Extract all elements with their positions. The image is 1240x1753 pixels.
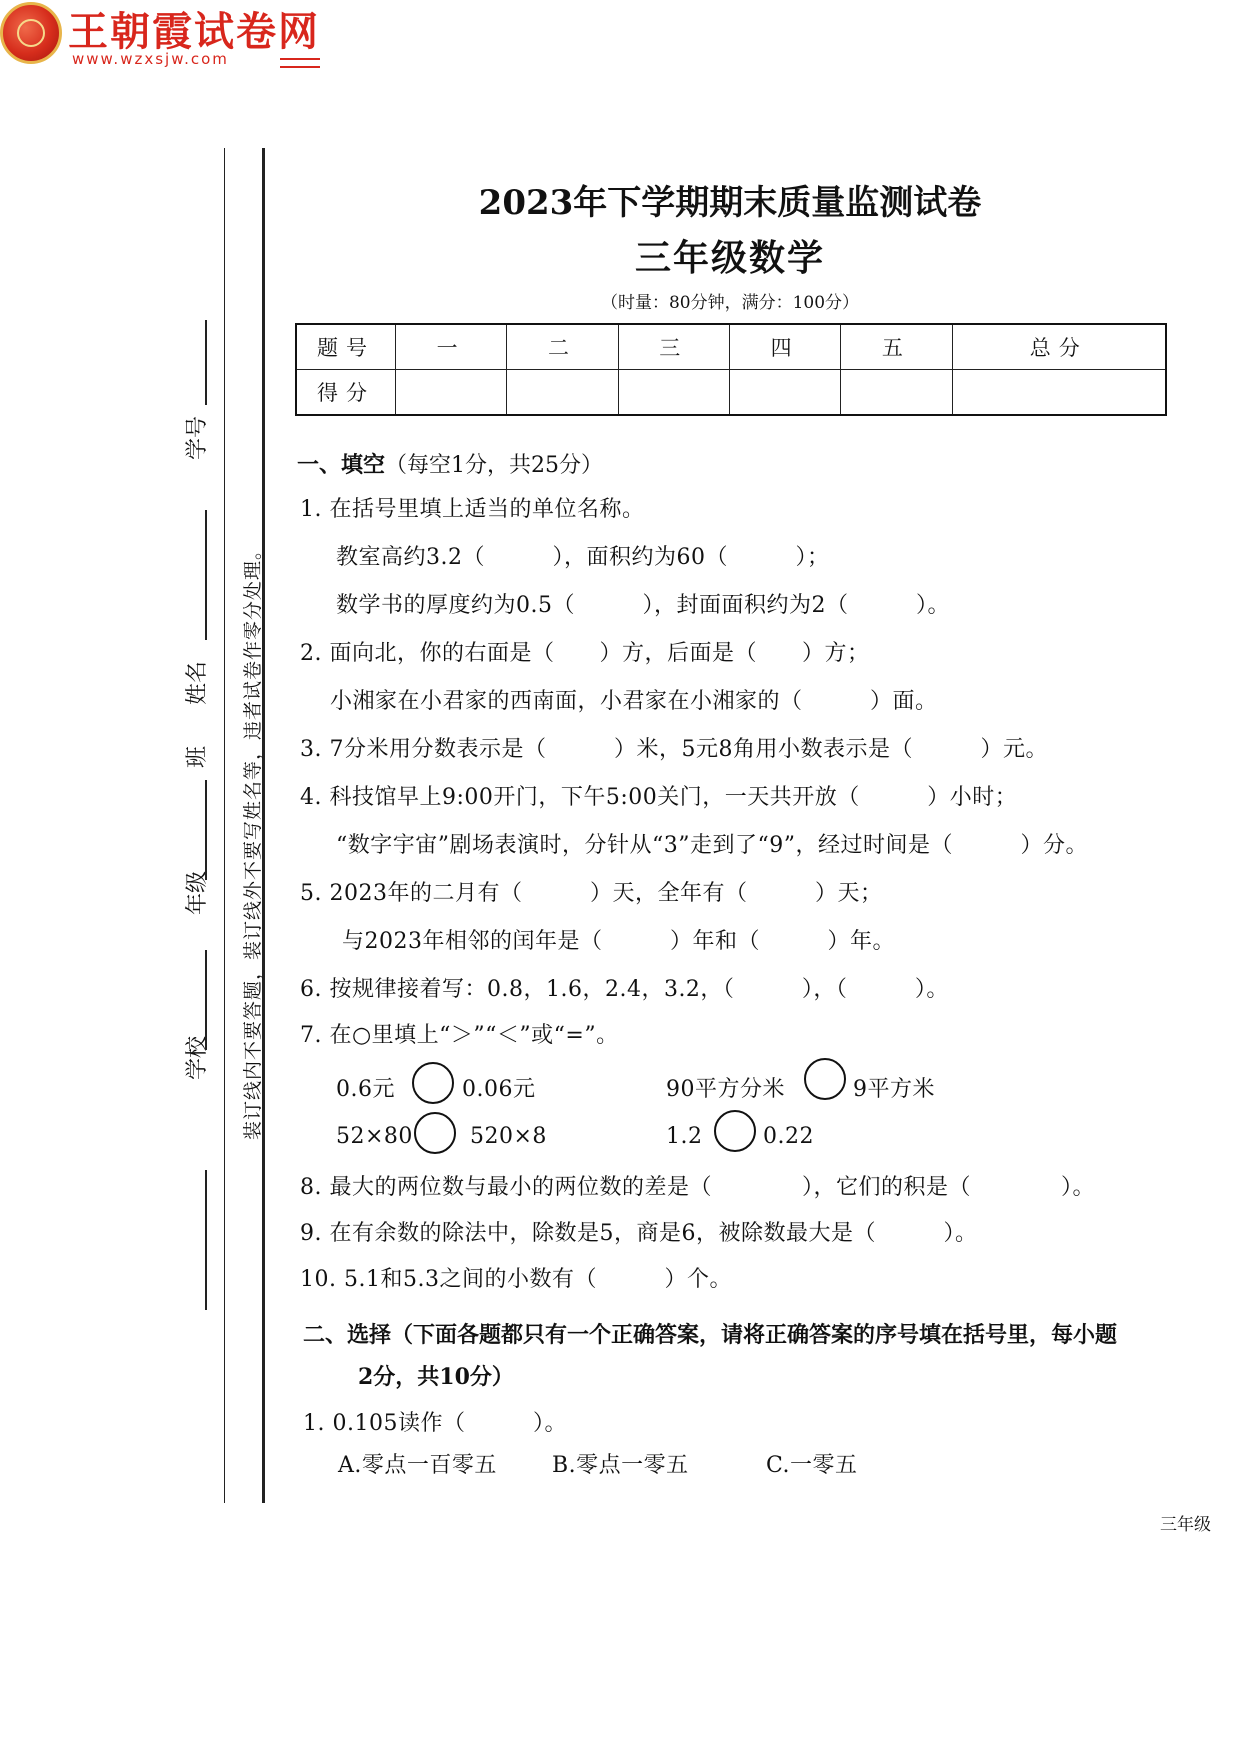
class-blank	[205, 780, 207, 880]
compare-left: 52×80	[336, 1124, 413, 1149]
page-footer-tag: 三年级	[1160, 1515, 1211, 1535]
exam-time-info: （时量：80分钟，满分：100分）	[600, 293, 860, 313]
compare-circle[interactable]	[412, 1062, 454, 1104]
score-cell[interactable]	[952, 370, 1166, 416]
q2-line: 2. 面向北，你的右面是（ ）方，后面是（ ）方；	[300, 641, 870, 666]
grade-label: 年级	[185, 870, 210, 915]
class-label: 班	[185, 745, 210, 768]
q5-line: 5. 2023年的二月有（ ）天，全年有（ ）天；	[300, 881, 883, 906]
col-1: 一	[396, 324, 507, 370]
q3-line: 3. 7分米用分数表示是（ ）米，5元8角用小数表示是（ ）元。	[300, 737, 1048, 762]
q6-line: 6. 按规律接着写：0.8，1.6，2.4，3.2，（ ），（ ）。	[300, 977, 949, 1002]
q1-line: 教室高约3.2（ ），面积约为60（ ）；	[336, 545, 830, 570]
q4-line: “数字宇宙”剧场表演时，分针从“3”走到了“9”，经过时间是（ ）分。	[336, 833, 1088, 858]
score-cell[interactable]	[396, 370, 507, 416]
q5-line: 与2023年相邻的闰年是（ ）年和（ ）年。	[342, 929, 895, 954]
binding-note: 装订线内不要答题，装订线外不要写姓名等，违者试卷作零分处理。	[242, 539, 264, 1140]
logo-decoration	[280, 58, 320, 68]
q8-line: 8. 最大的两位数与最小的两位数的差是（ ），它们的积是（ ）。	[300, 1175, 1095, 1200]
q10-line: 10. 5.1和5.3之间的小数有（ ）个。	[300, 1267, 732, 1292]
number-label: 学号	[185, 415, 210, 460]
col-total: 总分	[952, 324, 1166, 370]
col-2: 二	[507, 324, 618, 370]
col-4: 四	[729, 324, 840, 370]
exam-title: 2023年下学期期末质量监测试卷	[478, 183, 982, 223]
compare-left: 0.6元	[336, 1077, 395, 1102]
name-label: 姓名	[185, 660, 210, 705]
logo-brand-text: 王朝霞试卷网	[68, 9, 320, 55]
s2-q1-option-c[interactable]: C.一零五	[766, 1453, 858, 1478]
compare-right: 0.22	[763, 1124, 814, 1149]
section2-note-line2: 2分，共10分）	[358, 1364, 514, 1390]
section2-heading	[303, 1318, 1117, 1349]
score-cell[interactable]	[507, 370, 618, 416]
s2-q1-option-a[interactable]: A.零点一百零五	[338, 1453, 497, 1478]
q1-line: 1. 在括号里填上适当的单位名称。	[300, 497, 645, 522]
row-label-question: 题号	[296, 324, 396, 370]
q4-line: 4. 科技馆早上9:00开门，下午5:00关门，一天共开放（ ）小时；	[300, 785, 1018, 810]
score-cell[interactable]	[729, 370, 840, 416]
school-label: 学校	[185, 1035, 210, 1080]
section1-heading	[297, 448, 603, 479]
compare-circle[interactable]	[714, 1110, 756, 1152]
score-cell[interactable]	[618, 370, 729, 416]
site-logo	[0, 0, 330, 70]
number-blank	[205, 320, 207, 405]
q7-line: 7. 在○里填上“＞”“＜”或“=”。	[300, 1023, 619, 1048]
compare-right: 520×8	[470, 1124, 547, 1149]
binding-line-thin	[224, 148, 225, 1503]
score-table	[295, 323, 1167, 416]
q1-line: 数学书的厚度约为0.5（ ），封面面积约为2（ ）。	[336, 593, 950, 618]
score-table-score-row	[296, 370, 1166, 416]
s2-q1-option-b[interactable]: B.零点一零五	[552, 1453, 689, 1478]
section1-note: （每空1分，共25分）	[385, 453, 604, 478]
grade-blank	[205, 950, 207, 1050]
compare-circle[interactable]	[804, 1058, 846, 1100]
exam-subject: 三年级数学	[634, 237, 825, 279]
row-label-score: 得分	[296, 370, 396, 416]
logo-seal-icon	[0, 2, 62, 64]
section2-title: 二、选择	[303, 1322, 392, 1348]
q9-line: 9. 在有余数的除法中，除数是5，商是6，被除数最大是（ ）。	[300, 1221, 978, 1246]
section1-title: 一、填空	[297, 452, 386, 478]
compare-circle[interactable]	[414, 1112, 456, 1154]
logo-url: www.wzxsjw.com	[72, 50, 229, 68]
compare-left: 1.2	[666, 1124, 703, 1149]
compare-left: 90平方分米	[666, 1077, 785, 1102]
compare-right: 9平方米	[853, 1077, 935, 1102]
s2-q1-line: 1. 0.105读作（ ）。	[303, 1411, 567, 1436]
col-5: 五	[841, 324, 952, 370]
score-cell[interactable]	[841, 370, 952, 416]
section2-note-line1: （下面各题都只有一个正确答案，请将正确答案的序号填在括号里，每小题	[391, 1322, 1118, 1348]
score-table-header-row	[296, 324, 1166, 370]
compare-right: 0.06元	[462, 1077, 536, 1102]
col-3: 三	[618, 324, 729, 370]
q2-line: 小湘家在小君家的西南面，小君家在小湘家的（ ）面。	[330, 689, 938, 714]
school-blank	[205, 1170, 207, 1310]
name-blank	[205, 510, 207, 640]
